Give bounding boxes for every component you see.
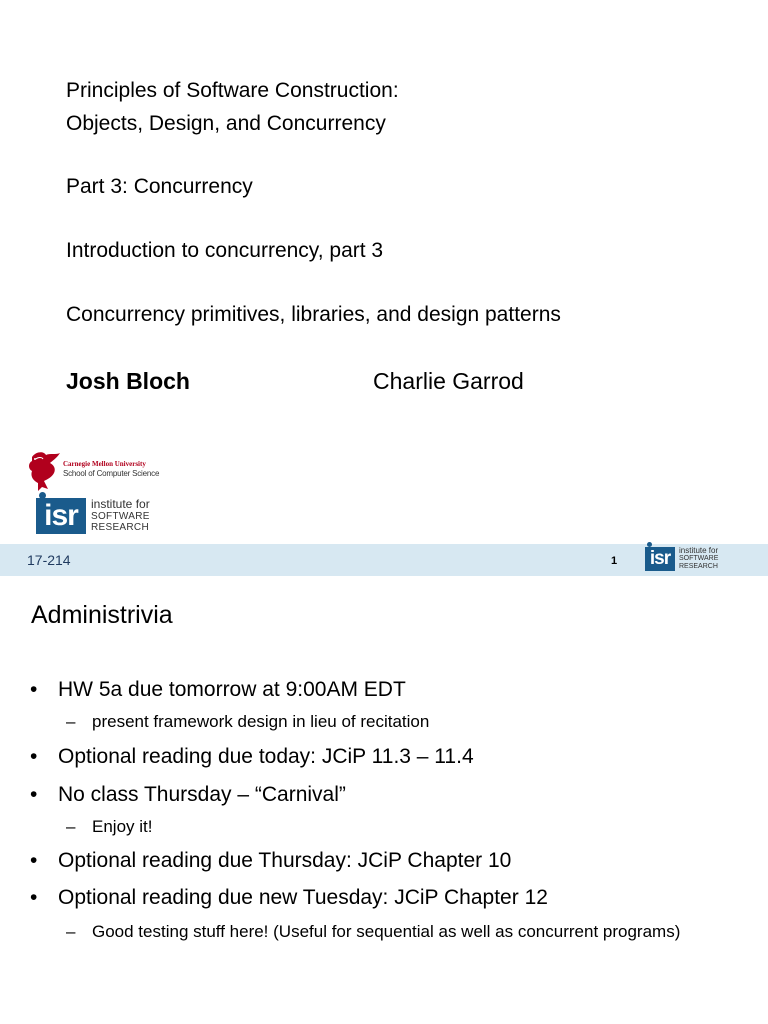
part-title: Part 3: Concurrency: [66, 175, 253, 198]
isr-logo-small: [645, 547, 718, 571]
author-josh-bloch: Josh Bloch: [66, 368, 190, 394]
administrivia-slide: [0, 576, 768, 1024]
bullet-icon: •: [30, 745, 38, 768]
isr-small-line-3: RESEARCH: [679, 563, 718, 570]
bullet-icon: •: [30, 678, 38, 701]
list-item: • Optional reading due new Tuesday: JCiP Chapter 12: [30, 886, 548, 909]
dash-icon: –: [66, 922, 76, 941]
list-item: • HW 5a due tomorrow at 9:00AM EDT: [30, 678, 406, 701]
bullet-icon: •: [30, 886, 38, 909]
isr-mark: isr: [36, 498, 86, 534]
isr-line-1: institute for: [91, 497, 150, 511]
cmu-school-name: School of Computer Science: [63, 469, 160, 478]
cmu-university-name: Carnegie Mellon University: [63, 460, 146, 468]
isr-dot-icon: [39, 492, 46, 499]
course-title-line-1: Principles of Software Construction:: [66, 79, 399, 102]
isr-line-3: RESEARCH: [91, 522, 149, 533]
lecture-title: Introduction to concurrency, part 3: [66, 239, 384, 262]
isr-small-line-1: institute for: [679, 546, 719, 555]
isr-line-2: SOFTWARE: [91, 511, 150, 522]
cmu-scs-logo: [26, 449, 176, 491]
sub-list-item: – Good testing stuff here! (Useful for sequential as well as concurrent programs): [66, 922, 681, 941]
bullet-icon: •: [30, 783, 38, 806]
dash-icon: –: [66, 817, 76, 836]
list-item: • Optional reading due Thursday: JCiP Chapter 10: [30, 849, 512, 872]
slide-title: Administrivia: [31, 601, 173, 629]
bullet-icon: •: [30, 849, 38, 872]
course-number: 17-214: [27, 552, 71, 568]
isr-small-line-2: SOFTWARE: [679, 555, 719, 562]
sub-list-item: – Enjoy it!: [66, 817, 153, 836]
list-item: • No class Thursday – “Carnival”: [30, 783, 346, 806]
lecture-subtitle: Concurrency primitives, libraries, and design patterns: [66, 303, 561, 326]
author-charlie-garrod: Charlie Garrod: [373, 368, 524, 394]
isr-logo: [36, 498, 150, 534]
isr-dot-icon: [647, 542, 652, 547]
course-title-line-2: Objects, Design, and Concurrency: [66, 112, 386, 135]
sub-list-item: – present framework design in lieu of recitation: [66, 712, 430, 731]
list-item: • Optional reading due today: JCiP 11.3 – 11.4: [30, 745, 474, 768]
page-number: 1: [611, 555, 618, 567]
isr-mark-small: isr: [645, 547, 675, 571]
griffin-icon: [26, 449, 62, 491]
dash-icon: –: [66, 712, 76, 731]
